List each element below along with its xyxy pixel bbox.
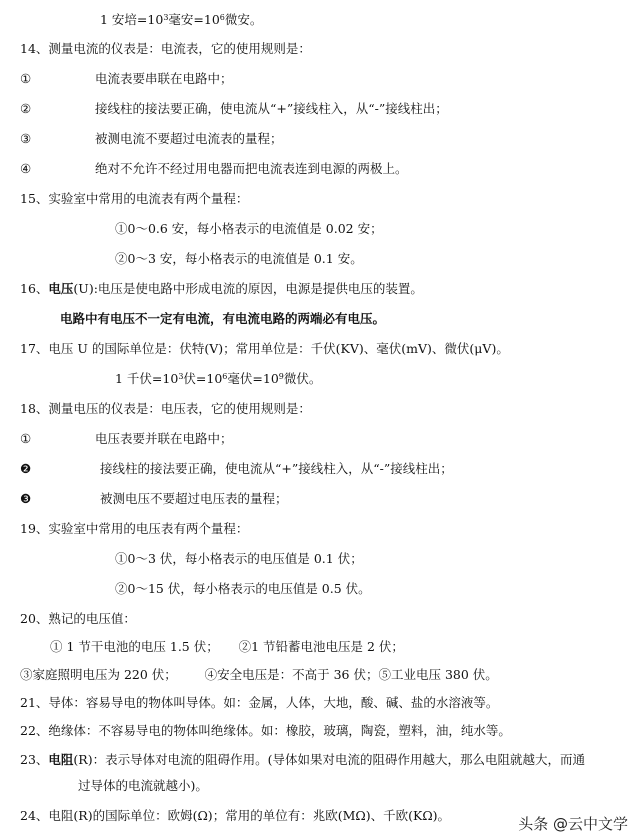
item-21-heading: 21、导体：容易导电的物体叫导体。如：金属，人体，大地，酸、碱、盐的水溶液等。	[20, 695, 499, 710]
item-15-heading: 15、实验室中常用的电流表有两个量程：	[20, 191, 249, 206]
item-23-continuation: 过导体的电流就越小)。	[78, 778, 208, 793]
unit-line-current: 1 安培$=10^3$毫安$=10^6$微安。	[100, 12, 263, 27]
rule-text: 电流表要串联在电路中；	[95, 71, 233, 86]
marker-filled-2: ❷	[20, 461, 32, 476]
item-20-heading: 20、熟记的电压值：	[20, 611, 136, 626]
range-line: ②0～15 伏，每小格表示的电压值是 0.5 伏。	[115, 581, 371, 596]
rule-text: 接线柱的接法要正确，使电流从“+”接线柱入，从“-”接线柱出；	[95, 101, 448, 116]
item-16-heading: 16、电压(U):电压是使电路中形成电流的原因，电源是提供电压的装置。	[20, 281, 423, 296]
marker-circled-1: ①	[20, 71, 32, 86]
item-18-heading: 18、测量电压的仪表是：电压表，它的使用规则是：	[20, 401, 311, 416]
marker-circled-4: ④	[20, 161, 32, 176]
unit-line-voltage: 1 千伏$=10^3$伏$=10^6$毫伏$=10^9$微伏。	[115, 371, 322, 386]
item-23-heading: 23、电阻(R)：表示导体对电流的阻碍作用。(导体如果对电流的阻碍作用越大，那么电阻就越大，而通	[20, 752, 585, 767]
rule-text: 绝对不允许不经过用电器而把电流表连到电源的两极上。	[95, 161, 408, 176]
item-22-heading: 22、绝缘体：不容易导电的物体叫绝缘体。如：橡胶，玻璃，陶瓷，塑料，油，纯水等。	[20, 723, 511, 738]
term-voltage: 电压	[48, 281, 74, 296]
marker-circled-3: ③	[20, 131, 32, 146]
rule-text: 接线柱的接法要正确，使电流从“+”接线柱入，从“-”接线柱出；	[100, 461, 453, 476]
item-17-heading: 17、电压 U 的国际单位是：伏特(V)；常用单位是：千伏(KV)、毫伏(mV)、微伏(μV)。	[20, 341, 509, 356]
watermark: 头条 @云中文学	[518, 815, 628, 833]
range-line: ②0～3 安，每小格表示的电流值是 0.1 安。	[115, 251, 363, 266]
marker-filled-3: ❸	[20, 491, 32, 506]
item-14-heading: 14、测量电流的仪表是：电流表，它的使用规则是：	[20, 41, 311, 56]
item-24-heading: 24、电阻(R)的国际单位：欧姆(Ω)；常用的单位有：兆欧(MΩ)、千欧(KΩ)。	[20, 808, 451, 823]
marker-circled-1: ①	[20, 431, 32, 446]
rule-text: 被测电压不要超过电压表的量程；	[100, 491, 288, 506]
rule-text: 电压表要并联在电路中；	[95, 431, 233, 446]
voltage-values-line: ③家庭照明电压为 220 伏； ④安全电压是：不高于 36 伏；⑤工业电压 380 伏。	[20, 667, 498, 682]
marker-circled-2: ②	[20, 101, 32, 116]
term-resistance: 电阻	[48, 752, 74, 767]
rule-text: 被测电流不要超过电流表的量程；	[95, 131, 283, 146]
range-line: ①0～3 伏，每小格表示的电压值是 0.1 伏；	[115, 551, 363, 566]
voltage-values-line: ① 1 节干电池的电压 1.5 伏； ②1 节铅蓄电池电压是 2 伏；	[50, 639, 404, 654]
bold-statement: 电路中有电压不一定有电流，有电流电路的两端必有电压。	[60, 311, 386, 326]
item-19-heading: 19、实验室中常用的电压表有两个量程：	[20, 521, 249, 536]
range-line: ①0～0.6 安，每小格表示的电流值是 0.02 安；	[115, 221, 383, 236]
